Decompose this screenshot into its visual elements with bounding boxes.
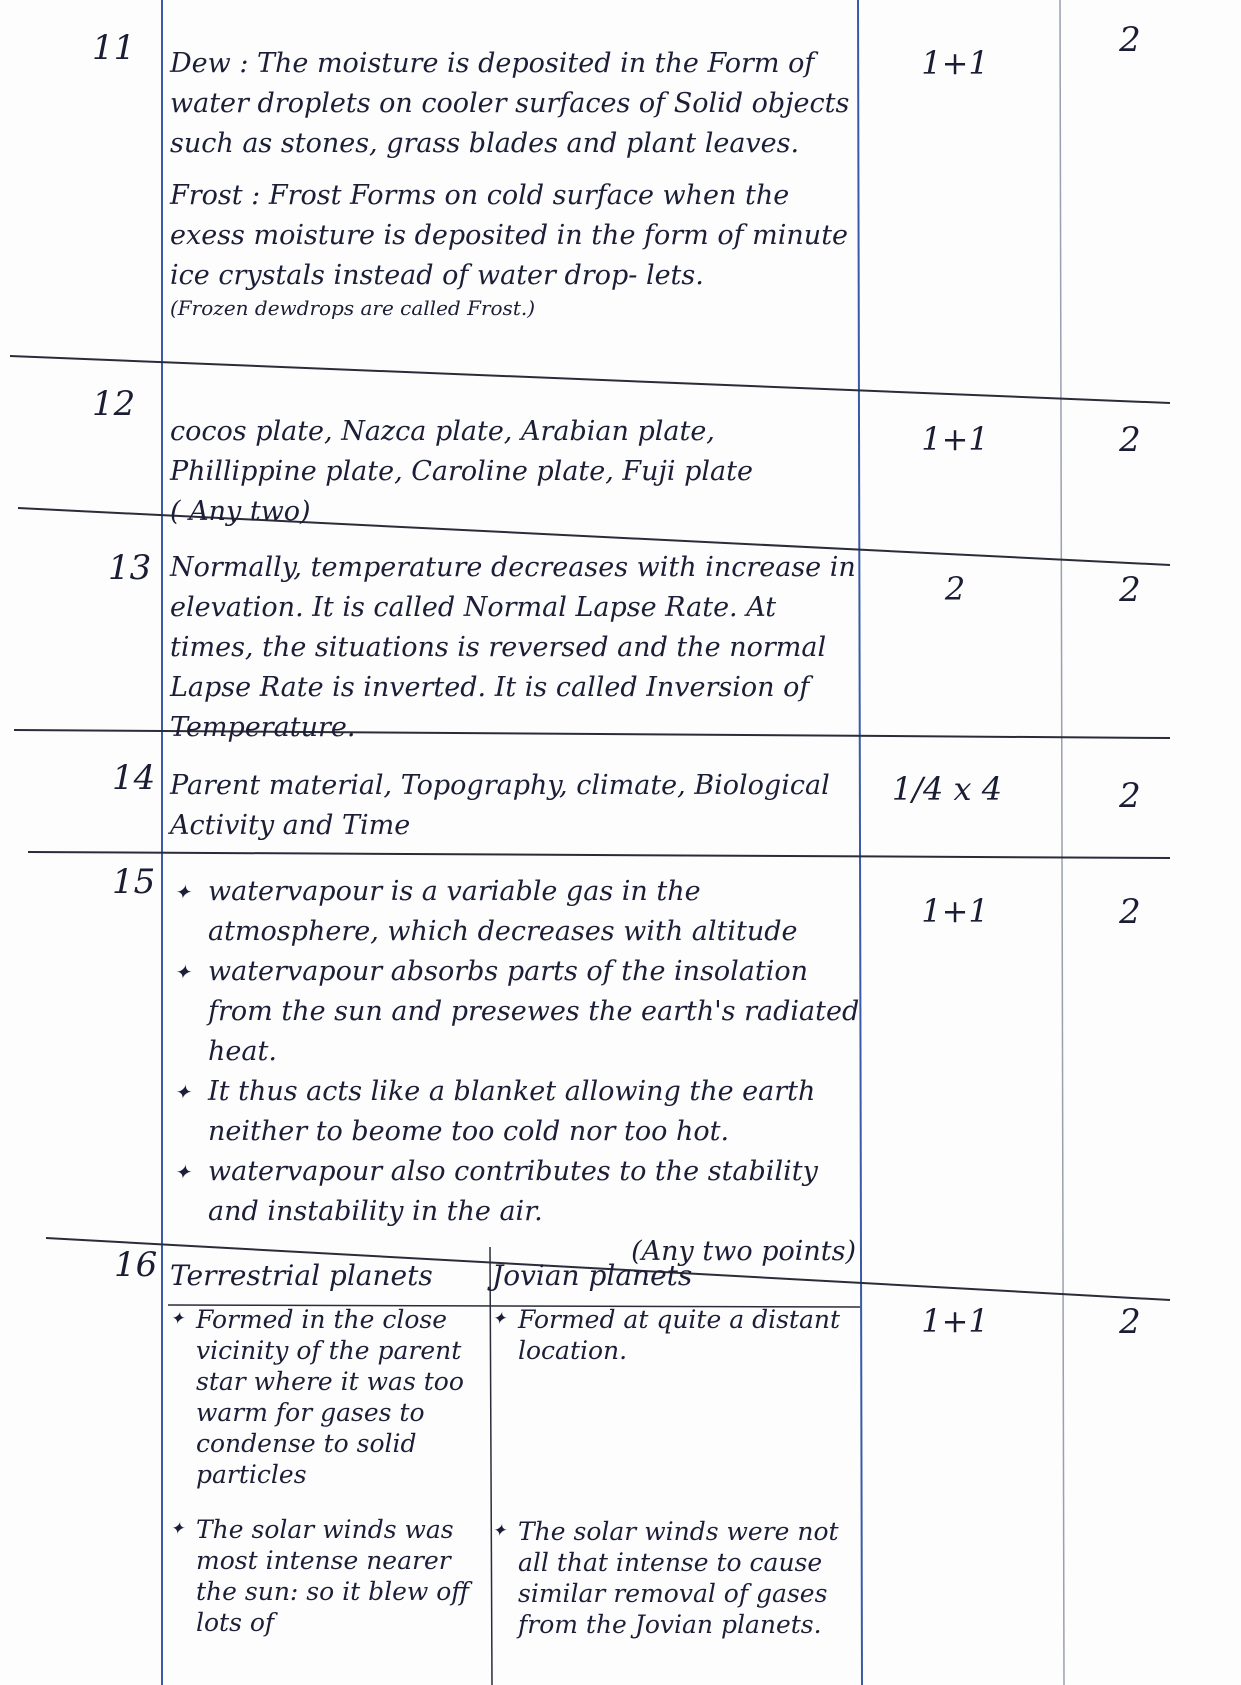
answer-text [170, 872, 860, 1272]
answer-point: ✦ watervapour absorbs parts of the insolation from the sun and presewes the earth's radiated heat. [170, 952, 860, 1072]
question-number: 16 [114, 1245, 158, 1285]
answer-text [170, 412, 860, 532]
total-marks: 2 [1119, 420, 1141, 460]
answer-body: cocos plate, Nazca plate, Arabian plate, Phillippine plate, Caroline plate, Fuji plate [170, 416, 753, 487]
answer-text [170, 44, 860, 320]
question-number: 13 [108, 548, 152, 588]
answer-paragraph-dew: Dew : The moisture is deposited in the Form of water droplets on cooler surfaces of Solid objects such as stones, grass blades and plant leaves. [170, 48, 850, 159]
column-header-jovian: Jovian planets [492, 1259, 693, 1292]
total-marks: 2 [1119, 776, 1141, 816]
answer-text [170, 766, 860, 846]
question-number: 14 [112, 758, 156, 798]
answer-paragraph-frost: Frost : Frost Forms on cold surface when the exess moisture is deposited in the form of minute ice crystals instead of water drop- lets. [170, 180, 849, 291]
mark-distribution: 1+1 [921, 44, 989, 82]
comparison-point: ✦ The solar winds were not all that intense to cause similar removal of gases from the Jovian planets. [492, 1516, 852, 1640]
answer-note: (Any two points) [631, 1236, 856, 1267]
answer-point: ✦ watervapour also contributes to the stability and instability in the air. [170, 1152, 860, 1232]
answer-text [170, 548, 860, 748]
comparison-point: ✦ The solar winds was most intense nearer the sun: so it blew off lots of [170, 1514, 470, 1638]
total-marks: 2 [1119, 20, 1141, 60]
answer-point: ✦ It thus acts like a blanket allowing the earth neither to beome too cold nor too hot. [170, 1072, 860, 1152]
answer-point: ✦ watervapour is a variable gas in the atmosphere, which decreases with altitude [170, 872, 860, 952]
mark-distribution: 1+1 [921, 892, 989, 930]
total-marks: 2 [1119, 1302, 1141, 1342]
answer-points [170, 872, 860, 1232]
answer-body: Parent material, Topography, climate, Biological Activity and Time [170, 770, 830, 841]
terrestrial-column [170, 1258, 470, 1638]
marks-column-line [1060, 0, 1064, 1685]
comparison-point: ✦ Formed at quite a distant location. [492, 1304, 852, 1366]
mark-distribution: 1+1 [921, 420, 989, 458]
answer-body: Normally, temperature decreases with increase in elevation. It is called Normal Lapse Rate. At times, the situations is reversed and the normal Lapse Rate is inverted. It is called Inversion of Temperature. [170, 552, 856, 743]
mark-distribution: 1+1 [921, 1302, 989, 1340]
mark-distribution: 1/4 x 4 [891, 770, 1003, 808]
comparison-point: ✦ Formed in the close vicinity of the parent star where it was too warm for gases to condense to solid particles [170, 1304, 470, 1490]
question-number: 12 [92, 384, 136, 424]
answer-note: (Frozen dewdrops are called Frost.) [170, 296, 536, 320]
jovian-column [492, 1258, 852, 1640]
row-divider [10, 356, 1170, 403]
total-marks: 2 [1119, 570, 1141, 610]
row-divider [28, 852, 1170, 858]
question-number: 11 [92, 28, 136, 68]
column-header-terrestrial: Terrestrial planets [170, 1259, 433, 1292]
answer-note: ( Any two) [170, 496, 311, 527]
mark-distribution: 2 [944, 570, 966, 608]
question-number: 15 [112, 862, 156, 902]
total-marks: 2 [1119, 892, 1141, 932]
